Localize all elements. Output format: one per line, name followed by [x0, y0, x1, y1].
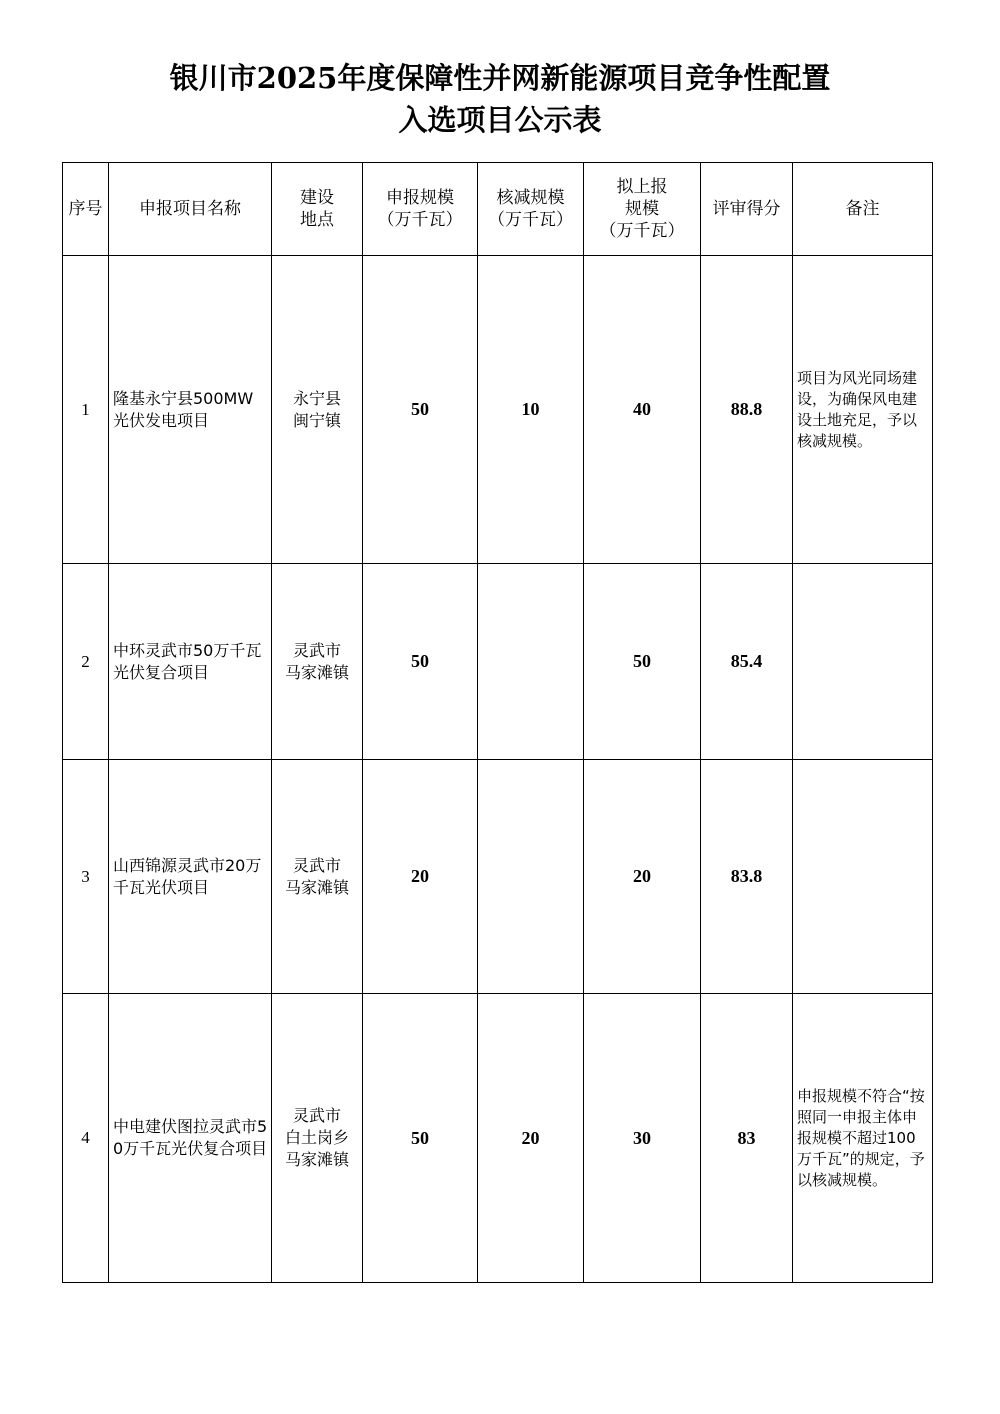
- cell-proposed: 20: [584, 760, 701, 994]
- table-row: [63, 994, 933, 1283]
- cell-name: 山西锦源灵武市20万千瓦光伏项目: [109, 760, 272, 994]
- cell-reduced: 20: [478, 994, 584, 1283]
- cell-location: 灵武市 白土岗乡 马家滩镇: [272, 994, 363, 1283]
- cell-name: 中电建伏图拉灵武市50万千瓦光伏复合项目: [109, 994, 272, 1283]
- projects-table: [62, 162, 933, 1283]
- cell-declared: 50: [363, 256, 478, 564]
- cell-remark: [793, 760, 933, 994]
- cell-location: 灵武市 马家滩镇: [272, 760, 363, 994]
- cell-seq: 1: [63, 256, 109, 564]
- cell-score: 85.4: [701, 564, 793, 760]
- cell-remark: [793, 564, 933, 760]
- header-proposed: 拟上报 规模 （万千瓦）: [584, 163, 701, 256]
- cell-proposed: 40: [584, 256, 701, 564]
- table-row: [63, 564, 933, 760]
- cell-name: 中环灵武市50万千瓦光伏复合项目: [109, 564, 272, 760]
- header-score: 评审得分: [701, 163, 793, 256]
- cell-proposed: 30: [584, 994, 701, 1283]
- cell-remark: 申报规模不符合“按照同一申报主体申报规模不超过100万千瓦”的规定，予以核减规模。: [793, 994, 933, 1283]
- table-row: [63, 256, 933, 564]
- cell-declared: 50: [363, 994, 478, 1283]
- cell-score: 83.8: [701, 760, 793, 994]
- document-title-line-1: 银川市2025年度保障性并网新能源项目竞争性配置: [169, 61, 831, 95]
- cell-reduced: [478, 564, 584, 760]
- header-name: 申报项目名称: [109, 163, 272, 256]
- cell-reduced: 10: [478, 256, 584, 564]
- cell-name: 隆基永宁县500MW光伏发电项目: [109, 256, 272, 564]
- cell-score: 88.8: [701, 256, 793, 564]
- table-header-row: [63, 163, 933, 256]
- cell-location: 灵武市 马家滩镇: [272, 564, 363, 760]
- cell-score: 83: [701, 994, 793, 1283]
- cell-remark: 项目为风光同场建设，为确保风电建设土地充足，予以核减规模。: [793, 256, 933, 564]
- cell-seq: 3: [63, 760, 109, 994]
- document-title-line-2: 入选项目公示表: [398, 103, 602, 137]
- cell-declared: 50: [363, 564, 478, 760]
- cell-seq: 2: [63, 564, 109, 760]
- cell-location: 永宁县 闽宁镇: [272, 256, 363, 564]
- cell-seq: 4: [63, 994, 109, 1283]
- header-reduced: 核减规模 （万千瓦）: [478, 163, 584, 256]
- header-seq: 序号: [63, 163, 109, 256]
- header-remark: 备注: [793, 163, 933, 256]
- header-location: 建设 地点: [272, 163, 363, 256]
- table-row: [63, 760, 933, 994]
- header-declared: 申报规模 （万千瓦）: [363, 163, 478, 256]
- cell-proposed: 50: [584, 564, 701, 760]
- cell-reduced: [478, 760, 584, 994]
- cell-declared: 20: [363, 760, 478, 994]
